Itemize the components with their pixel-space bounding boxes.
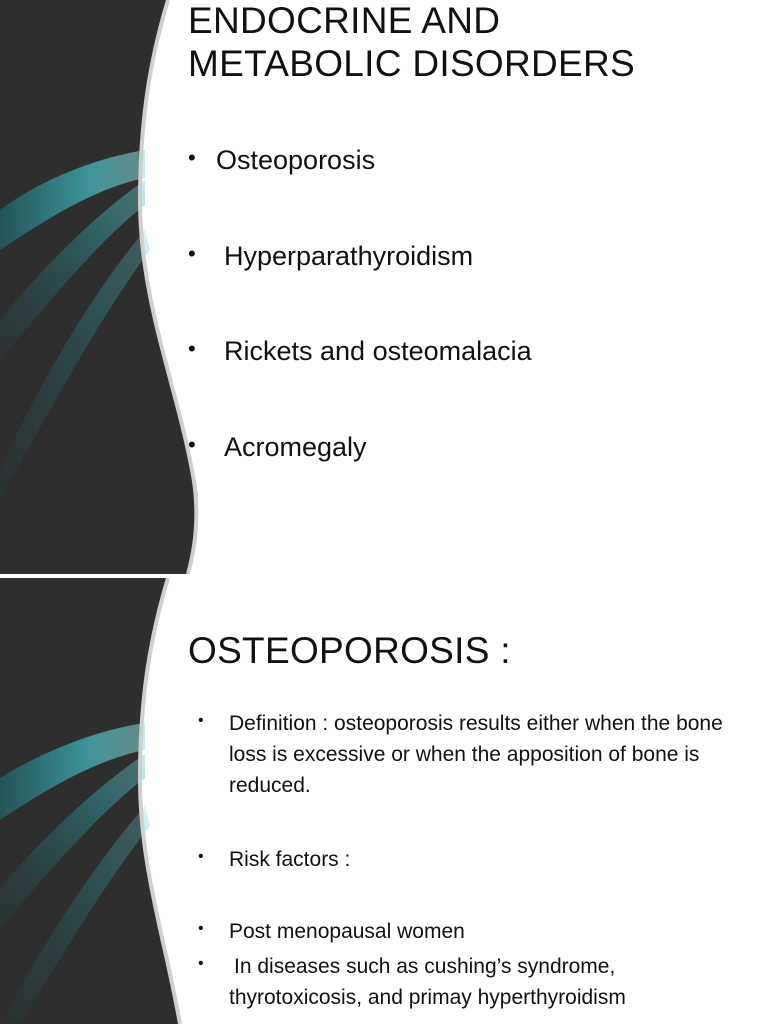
list-item-label: Risk factors :	[229, 848, 351, 871]
slide-title	[188, 0, 635, 85]
list-item-label: Post menopausal women	[229, 920, 465, 943]
slide-decoration-panel	[0, 578, 220, 1024]
slide-title-line-1: ENDOCRINE AND	[188, 0, 501, 41]
list-item	[188, 238, 748, 334]
list-item-label: Definition : osteoporosis results either when the bone loss is excessive or when the apposition of bone is reduced.	[229, 712, 723, 797]
osteoporosis-list	[198, 708, 746, 1013]
list-item	[188, 333, 748, 429]
bullet-icon: •	[188, 336, 196, 361]
list-item	[198, 708, 746, 801]
bullet-icon: •	[198, 712, 204, 729]
list-item-label: Hyperparathyroidism	[224, 240, 474, 271]
bullet-icon: •	[198, 848, 204, 865]
list-item	[198, 951, 746, 1013]
list-item	[188, 142, 748, 238]
topic-list	[188, 142, 748, 524]
bullet-icon: •	[188, 240, 196, 266]
list-item-label: Acromegaly	[224, 431, 367, 462]
list-item	[198, 916, 746, 947]
slide-title-line-2: METABOLIC DISORDERS	[188, 42, 636, 84]
slide-title: OSTEOPOROSIS :	[188, 630, 511, 671]
list-item-label: Rickets and osteomalacia	[224, 336, 532, 366]
slide-osteoporosis	[0, 578, 768, 1024]
list-item-label: Osteoporosis	[216, 145, 376, 175]
slide-decoration-panel	[0, 0, 220, 574]
list-item-label: In diseases such as cushing’s syndrome, thyrotoxicosis, and primay hyperthyroidism	[229, 955, 626, 1009]
bullet-icon: •	[198, 920, 204, 937]
bullet-icon: •	[188, 431, 196, 457]
bullet-icon: •	[198, 955, 204, 972]
bullet-icon: •	[188, 145, 196, 170]
list-item	[188, 429, 748, 525]
list-item	[198, 844, 746, 875]
